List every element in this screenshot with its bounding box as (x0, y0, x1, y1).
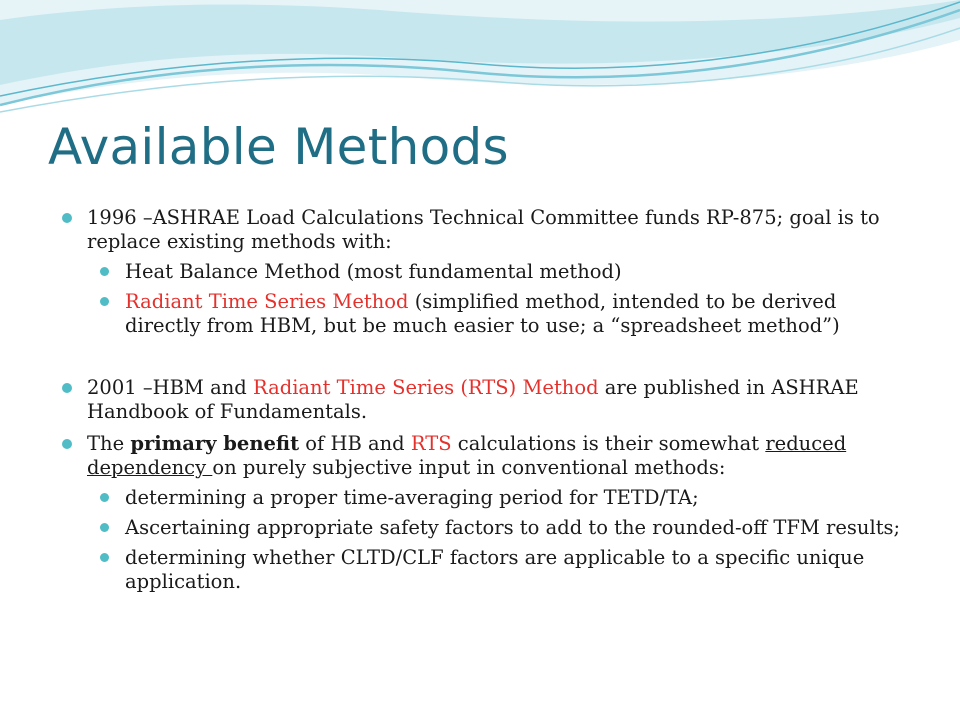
sub-bullet-cltd-clf-text: determining whether CLTD/CLF factors are applicable to a specific unique application. (125, 546, 865, 593)
bullet-2001 (62, 376, 912, 424)
bullet-2001-post: are published in ASHRAE Handbook of Fundamentals. (87, 376, 859, 423)
rts-method-highlight: Radiant Time Series Method (125, 290, 409, 313)
bullet-1996 (62, 206, 912, 254)
sub-bullet-heat-balance-text: Heat Balance Method (most fundamental method) (125, 260, 622, 283)
sub-bullet-heat-balance (62, 260, 912, 284)
sub-bullet-time-averaging (62, 486, 912, 510)
bullet-dot-icon (62, 213, 72, 223)
sub-bullet-dot-icon (100, 553, 109, 562)
benefit-t3: calculations is their somewhat (451, 432, 766, 455)
benefit-t1: The (87, 432, 131, 455)
slide-title: Available Methods (48, 118, 509, 176)
primary-benefit-bold: primary benefit (130, 432, 300, 455)
sub-bullet-safety-factors (62, 516, 912, 540)
reduced-dependency-underline: reduced dependency (87, 432, 847, 479)
sub-bullet-dot-icon (100, 493, 109, 502)
sub-bullet-safety-factors-text: Ascertaining appropriate safety factors to add to the rounded-off TFM results; (125, 516, 901, 539)
bullet-dot-icon (62, 439, 72, 449)
slide-content (62, 206, 912, 594)
sub-bullet-dot-icon (100, 523, 109, 532)
sub-bullet-dot-icon (100, 267, 109, 276)
rts-highlight: RTS (410, 432, 452, 455)
bullet-1996-text: 1996 –ASHRAE Load Calculations Technical Committee funds RP-875; goal is to replace existing methods with: (87, 206, 880, 253)
sub-bullet-cltd-clf (62, 546, 912, 594)
sub-bullet-dot-icon (100, 297, 109, 306)
bullet-primary-benefit (62, 432, 912, 480)
benefit-t4: on purely subjective input in conventional methods: (212, 456, 726, 479)
bullet-2001-highlight: Radiant Time Series (RTS) Method (252, 376, 599, 399)
rts-method-description: (simplified method, intended to be derived directly from HBM, but be much easier to use; a “spreadsheet method”) (125, 290, 840, 337)
benefit-t2: of HB and (299, 432, 411, 455)
sub-bullet-rts (62, 290, 912, 338)
bullet-2001-pre: 2001 –HBM and (87, 376, 253, 399)
sub-bullet-time-averaging-text: determining a proper time-averaging period for TETD/TA; (125, 486, 699, 509)
bullet-dot-icon (62, 383, 72, 393)
